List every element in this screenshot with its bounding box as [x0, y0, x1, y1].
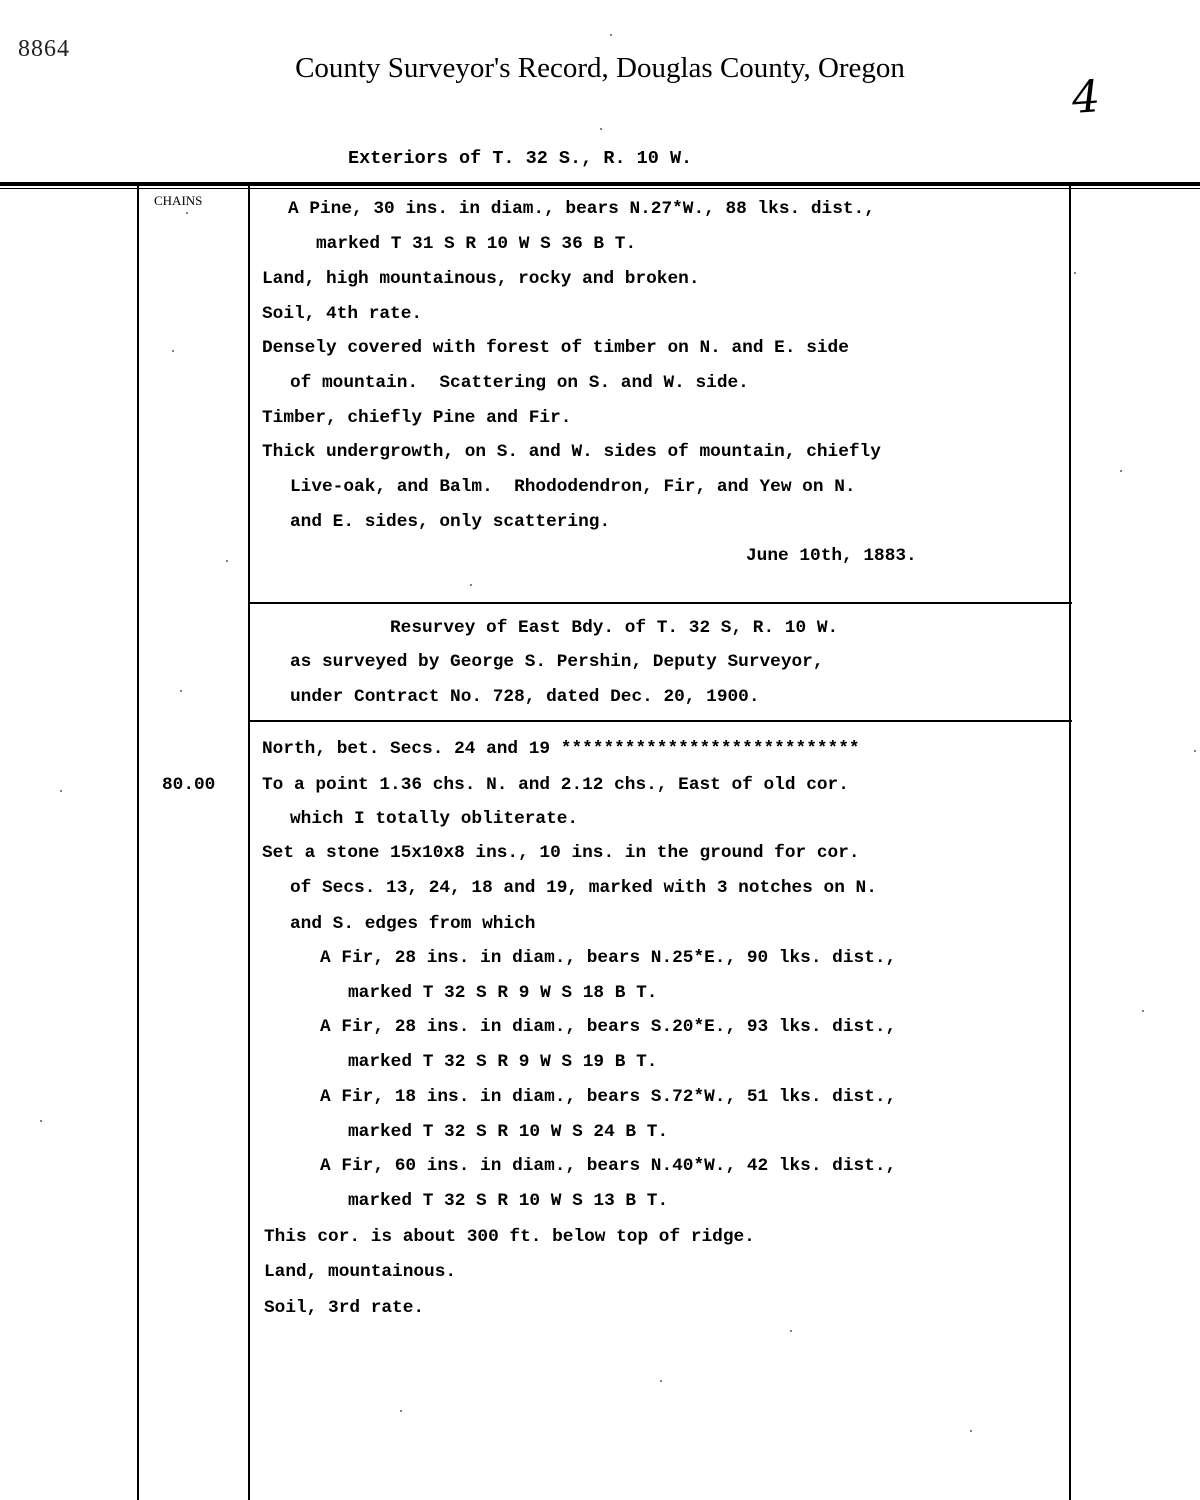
- bearing-tree-line: A Fir, 60 ins. in diam., bears N.40*W., 42 lks. dist.,: [320, 1156, 897, 1176]
- record-title: County Surveyor's Record, Douglas County, Oregon: [295, 52, 905, 84]
- resurvey-line: as surveyed by George S. Pershin, Deputy Surveyor,: [290, 652, 824, 672]
- note-line: Live-oak, and Balm. Rhododendron, Fir, and Yew on N.: [290, 477, 856, 497]
- notes-right-border: [1069, 186, 1071, 1500]
- note-date: June 10th, 1883.: [746, 546, 917, 566]
- bearing-tree-marking: marked T 32 S R 10 W S 24 B T.: [348, 1122, 669, 1142]
- record-heading: Exteriors of T. 32 S., R. 10 W.: [348, 148, 693, 169]
- note-line: which I totally obliterate.: [290, 809, 579, 829]
- resurvey-line: under Contract No. 728, dated Dec. 20, 1900.: [290, 687, 760, 707]
- chains-right-border: [248, 186, 250, 1500]
- note-line: This cor. is about 300 ft. below top of ridge.: [264, 1227, 755, 1247]
- bearing-tree-marking: marked T 32 S R 10 W S 13 B T.: [348, 1191, 669, 1211]
- chain-value: 80.00: [162, 775, 216, 795]
- note-line: Soil, 4th rate.: [262, 304, 423, 324]
- bearing-tree-line: A Fir, 28 ins. in diam., bears N.25*E., 90 lks. dist.,: [320, 948, 897, 968]
- section-divider-2: [248, 720, 1072, 722]
- bearing-tree-marking: marked T 32 S R 9 W S 18 B T.: [348, 983, 658, 1003]
- note-line: of mountain. Scattering on S. and W. side.: [290, 373, 749, 393]
- note-line: Thick undergrowth, on S. and W. sides of mountain, chiefly: [262, 442, 881, 462]
- note-line: Soil, 3rd rate.: [264, 1298, 425, 1318]
- chains-left-border: [137, 186, 139, 1500]
- note-line: Timber, chiefly Pine and Fir.: [262, 408, 572, 428]
- resurvey-heading: Resurvey of East Bdy. of T. 32 S, R. 10 W.: [390, 618, 839, 638]
- bearing-tree-line: A Fir, 28 ins. in diam., bears S.20*E., 93 lks. dist.,: [320, 1017, 897, 1037]
- top-rule: [0, 182, 1200, 186]
- note-line: marked T 31 S R 10 W S 36 B T.: [316, 234, 637, 254]
- bearing-tree-marking: marked T 32 S R 9 W S 19 B T.: [348, 1052, 658, 1072]
- note-line: Land, high mountainous, rocky and broken.: [262, 269, 700, 289]
- note-line: Set a stone 15x10x8 ins., 10 ins. in the ground for cor.: [262, 843, 860, 863]
- note-line: A Pine, 30 ins. in diam., bears N.27*W., 88 lks. dist.,: [288, 199, 875, 219]
- note-line: and E. sides, only scattering.: [290, 512, 611, 532]
- note-line: To a point 1.36 chs. N. and 2.12 chs., East of old cor.: [262, 775, 849, 795]
- chains-column-header: CHAINS: [154, 193, 203, 208]
- bearing-tree-line: A Fir, 18 ins. in diam., bears S.72*W., 51 lks. dist.,: [320, 1087, 897, 1107]
- note-line: and S. edges from which: [290, 914, 536, 934]
- top-rule-thin: [0, 188, 1200, 189]
- course-heading: North, bet. Secs. 24 and 19 ****************************: [262, 739, 860, 759]
- section-divider-1: [248, 602, 1072, 604]
- note-line: of Secs. 13, 24, 18 and 19, marked with 3 notches on N.: [290, 878, 877, 898]
- page-number: 8864: [18, 36, 70, 62]
- sheet-number-handwritten: 4: [1070, 71, 1102, 124]
- note-line: Densely covered with forest of timber on N. and E. side: [262, 338, 849, 358]
- note-line: Land, mountainous.: [264, 1262, 457, 1282]
